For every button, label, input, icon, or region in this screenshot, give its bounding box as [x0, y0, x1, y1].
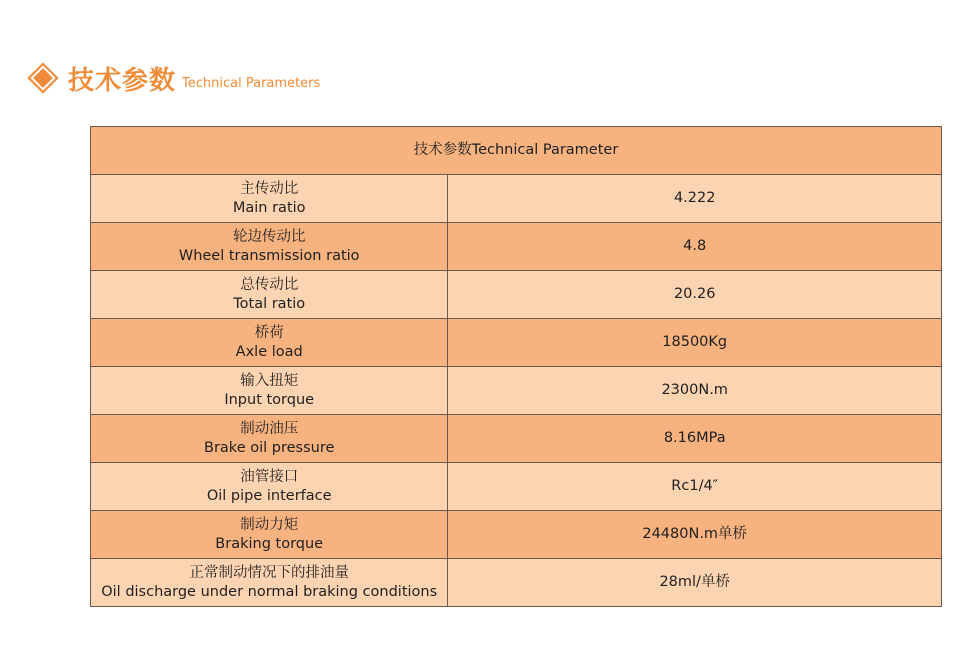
- parameters-table: [90, 126, 942, 607]
- table-row: [91, 559, 942, 607]
- param-name: [91, 511, 448, 559]
- diamond-icon: [27, 62, 58, 93]
- param-name-en: Axle load: [235, 343, 303, 360]
- param-name-en: Main ratio: [232, 199, 306, 216]
- table-row: [91, 367, 942, 415]
- table-row: [91, 271, 942, 319]
- param-name-en: Total ratio: [233, 295, 306, 312]
- param-value: 8.16MPa: [448, 415, 942, 463]
- param-name: [91, 367, 448, 415]
- section-title: 技术参数: [68, 65, 177, 96]
- param-name: [91, 559, 448, 607]
- param-value: 4.222: [448, 175, 942, 223]
- table-row: [91, 319, 942, 367]
- param-name-en: Input torque: [224, 391, 315, 408]
- param-name-cn: 轮边传动比: [232, 228, 306, 245]
- table-caption: 技术参数Technical Parameter: [91, 127, 942, 175]
- table-row: [91, 511, 942, 559]
- param-value: 24480N.m单桥: [448, 511, 942, 559]
- section-header: [28, 58, 320, 98]
- param-value: 28ml/单桥: [448, 559, 942, 607]
- param-value: 20.26: [448, 271, 942, 319]
- param-name-en: Braking torque: [215, 535, 324, 552]
- table-row: [91, 175, 942, 223]
- param-name: [91, 415, 448, 463]
- param-name: [91, 223, 448, 271]
- table-row: [91, 463, 942, 511]
- param-name-cn: 正常制动情况下的排油量: [189, 564, 349, 581]
- table-row: [91, 415, 942, 463]
- param-name: [91, 319, 448, 367]
- param-name-cn: 主传动比: [240, 180, 299, 197]
- param-name-cn: 油管接口: [240, 468, 299, 485]
- param-name-cn: 桥荷: [254, 324, 284, 341]
- param-value: 18500Kg: [448, 319, 942, 367]
- param-name-en: Oil pipe interface: [206, 487, 332, 504]
- param-value: 4.8: [448, 223, 942, 271]
- param-name: [91, 175, 448, 223]
- param-name: [91, 463, 448, 511]
- param-name-en: Brake oil pressure: [204, 439, 335, 456]
- param-name: [91, 271, 448, 319]
- param-name-cn: 总传动比: [240, 276, 299, 293]
- param-name-en: Oil discharge under normal braking conditions: [101, 583, 438, 600]
- section-subtitle: Technical Parameters: [182, 75, 321, 91]
- table-row: [91, 223, 942, 271]
- param-name-cn: 制动油压: [240, 420, 299, 437]
- param-name-en: Wheel transmission ratio: [178, 247, 360, 264]
- param-name-cn: 制动力矩: [240, 516, 299, 533]
- param-value: Rc1/4″: [448, 463, 942, 511]
- param-value: 2300N.m: [448, 367, 942, 415]
- param-name-cn: 输入扭矩: [240, 372, 299, 389]
